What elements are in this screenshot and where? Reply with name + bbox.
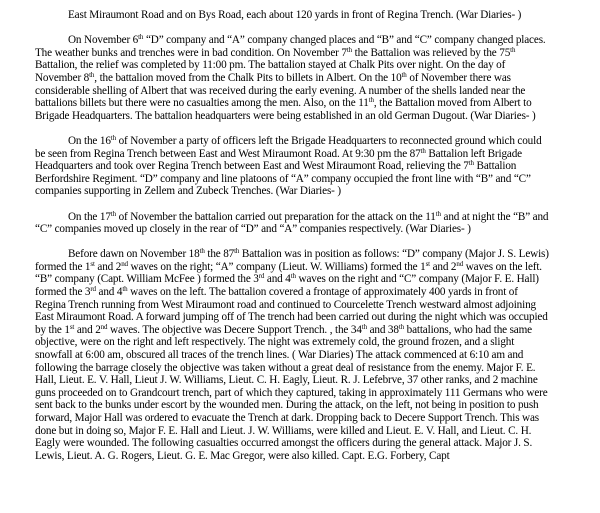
text-line: Brigade Headquarters. The battalion headquarters were being established in an old German Dugout. (War Diaries- )	[35, 109, 536, 122]
ordinal-suffix: th	[398, 322, 404, 331]
ordinal-suffix: th	[468, 159, 474, 168]
text-line: objective, were on the right and left respectively. The night was extremely cold, the ground frozen, and a slight	[35, 336, 515, 349]
text-line: Regina Trench running from West Miraumont road and continued to Courcelette Trench westward almost adjoining	[35, 298, 536, 311]
text-line: snowfall at 6:00 am, obscured all traces of the trench lines. ( War Diaries) The attack commenced at 6:10 am and	[35, 349, 524, 362]
text-line: formed the 3rd and 4th waves on the left. The battalion covered a frontage of approximately 400 yards in front of	[35, 285, 518, 299]
document-page	[35, 9, 595, 462]
text-line: be seen from Regina Trench between East and West Miraumont Road. At 9:30 pm the 87th Battalion left Brigade	[35, 146, 522, 160]
paragraph-november-18	[35, 248, 595, 462]
paragraph-continuation	[35, 9, 595, 22]
ordinal-suffix: st	[425, 259, 430, 268]
text-line: guns proceeded on to Grandcourt trench, part of which they captured, taking in approximately 111 Germans who were	[35, 386, 548, 399]
ordinal-suffix: th	[435, 209, 441, 218]
text-line: forward, Major Hall was ordered to evacuate the Trench at dark. Dropping back to Decere Support Trench. This was	[35, 412, 540, 424]
ordinal-suffix: th	[110, 133, 116, 142]
paragraph-november-16	[35, 135, 595, 198]
text-line: by the 1st and 2nd waves. The objective was Decere Support Trench. , the 34th and 38th battalions, who had the same	[35, 322, 532, 336]
ordinal-suffix: nd	[456, 259, 464, 268]
text-line: East Miraumont Road. A forward jumping off of The trench had been carried out during the night which was occupied	[35, 311, 548, 324]
text-line: following the barrage closely the objective was taken without a great deal of resistance from the enemy. Major F. E.	[35, 361, 536, 374]
text-line: Lewis, Lieut. A. G. Rogers, Lieut. G. E. Mac Gregor, were also killed. Capt. E.G. Forbery, Capt	[35, 449, 450, 462]
ordinal-suffix: th	[110, 209, 116, 218]
ordinal-suffix: st	[90, 259, 95, 268]
ordinal-suffix: rd	[258, 272, 265, 281]
ordinal-suffix: rd	[90, 285, 96, 294]
text-line: On November 6th “D” company and “A” company changed places and “B” and “C” company changed places.	[68, 33, 546, 47]
ordinal-suffix: th	[199, 247, 205, 256]
text-line: “C” companies moved up closely in the rear of “D” and “A” companies respectively. (War Diaries- )	[35, 223, 471, 236]
ordinal-suffix: th	[420, 146, 426, 155]
text-line: battalions billets but there were no casualties among the men. Also, on the 11th, the Battalion moved from Albert to	[35, 96, 532, 110]
text-line: On the 17th of November the battalion carried out preparation for the attack on the 11th and at night the “B” and	[68, 209, 549, 223]
text-line: done but in doing so, Major F. E. Hall and Lieut. J. W. Williams, were killed and Lieut. E. V. Hall, and Lieut. C. H.	[35, 424, 532, 437]
text-line: November 8th, the battalion moved from the Chalk Pits to billets in Albert. On the 10th of November there was	[35, 70, 511, 84]
text-line: companies supporting in Zellem and Zubeck Trenches. (War Diaries- )	[35, 185, 341, 198]
ordinal-suffix: th	[346, 45, 352, 54]
paragraph-november-17	[35, 211, 595, 236]
ordinal-suffix: nd	[100, 322, 108, 331]
text-line: The weather bunks and trenches were in bad condition. On November 7th the Battalion was relieved by the 75th	[35, 45, 516, 59]
text-line: Eagly were wounded. The following casualties occurred amongst the officers during the general attack. Major J. S.	[35, 437, 533, 450]
ordinal-suffix: th	[122, 285, 128, 294]
text-line: Before dawn on November 18th the 87th Battalion was in position as follows: “D” company (Major J. S. Lewis)	[68, 247, 549, 261]
text-line: sent back to the bunks under escort by the wounded men. During the attack, on the left, not being in position to push	[35, 399, 539, 412]
ordinal-suffix: nd	[121, 259, 128, 268]
text-line: Headquarters and took over Regina Trench between East and West Miraumont Road, relieving the 7th Battalion	[35, 159, 517, 173]
text-line: Hall, Lieut. E. V. Hall, Lieut J. W. Williams, Lieut. C. H. Eagly, Lieut. R. J. Lefebrve, 37 other ranks, and 2 machine	[35, 374, 538, 387]
ordinal-suffix: th	[368, 96, 374, 105]
text-line: considerable shelling of Albert that was received during the early evening. A number of the shells landed near the	[35, 84, 526, 97]
ordinal-suffix: th	[401, 70, 407, 79]
ordinal-suffix: th	[510, 45, 516, 54]
text-line: Berfordshire Regiment. “D” company and line platoons of “A” company occupied the front line with “B” and “C”	[35, 172, 531, 185]
ordinal-suffix: th	[234, 247, 240, 256]
paragraph-november-6	[35, 34, 595, 122]
ordinal-suffix: th	[361, 322, 367, 331]
text-line: formed the 1st and 2nd waves on the right; “A” company (Lieut. W. Williams) formed the 1st and 2nd waves on the left.	[35, 259, 542, 273]
text-line: East Miraumont Road and on Bys Road, each about 120 yards in front of Regina Trench. (War Diaries- )	[68, 9, 522, 21]
ordinal-suffix: th	[138, 33, 144, 42]
ordinal-suffix: th	[89, 70, 95, 79]
text-line: “B” company (Capt. William McFee ) formed the 3rd and 4th waves on the right and “C” company (Major F. E. Hall)	[35, 272, 539, 286]
text-line: Battalion, the relief was completed by 11:00 pm. The battalion stayed at Chalk Pits over night. On the day of	[35, 59, 506, 72]
text-line: On the 16th of November a party of officers left the Brigade Headquarters to reconnected ground which could	[68, 133, 542, 147]
ordinal-suffix: th	[290, 272, 296, 281]
ordinal-suffix: st	[69, 322, 75, 331]
